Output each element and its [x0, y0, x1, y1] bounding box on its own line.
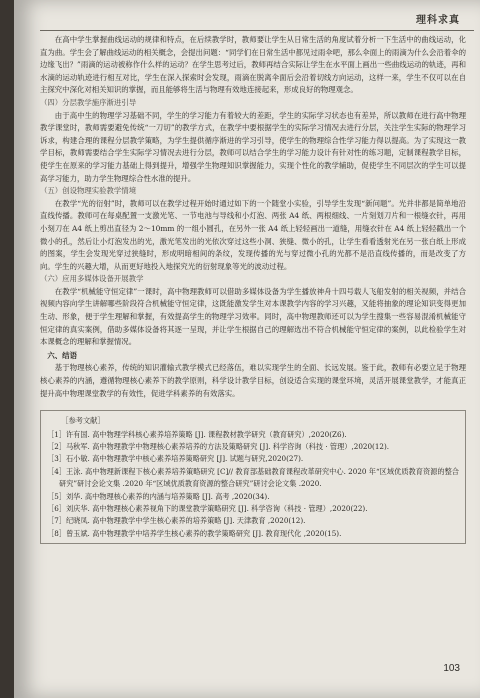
paragraph: 由于高中生的物理学习基础不同，学生的学习能力有着较大的差距，学生的实际学习状态也有差异，所以教师在进行高中物理教学课堂时，教师需要避免传统“一刀切”的教学方式，在教学中要根据学生的实际学习情况去进行分层，关注学生实际的物理学习诉求，构建合理的课程分层教学策略，为学生提供循序渐进的学习引导，使学生的物理综合性学习能力得以提高。为了实现这一教学目标，教师需要结合学生实际学习情况去进行分层，教师可以结合学生的学习能力设计有针对性的练习题，定制课程教学目标，使学生在原来的学习能力基础上得到提升，增强学生物理知识掌握能力，实现个性化的教学辅助，促使学生不同层次的学生可以提高学习能力，助力学生物理综合性水准的提升。	[40, 110, 466, 183]
references-box	[40, 410, 466, 544]
reference-item: ［8］曾玉斌. 高中物理教学中培养学生核心素养的教学策略研究 [J]. 教育现代化 ,2020(15).	[47, 528, 342, 538]
section-heading: （六）应用多媒体设备开展教学	[40, 274, 144, 284]
reference-item: ［2］马秋军. 高中物理教学中物理核心素养培养的方法及策略研究 [J]. 科学咨询（科技 · 管理）,2020(12).	[47, 442, 390, 452]
reference-item: ［3］石小敏. 高中物理教学中核心素养培养策略研究 [J]. 试题与研究,2020(27).	[47, 454, 304, 464]
conclusion-heading: 六、结语	[47, 350, 77, 360]
reference-item: ［1］许有国. 高中物理学科核心素养培养策略 [J]. 课程教材教学研究（教育研究）,2020(Z6).	[47, 429, 347, 439]
paragraph: 在高中学生掌握曲线运动的规律和特点，在后续教学时，教师要让学生从日常生活的角度试着分析一下生活中的曲线运动，化直为曲。学生会了解曲线运动的相关概念，会提出问题：“同学们在日常生活中都见过雨伞吧，那么伞面上的雨滴为什么会沿着伞的边缘飞出？”雨滴的运动被称作什么样的运动？在学生思考过后，教师再结合实际让学生在水平面上画出一些曲线运动的轨迹，再和水滴的运动轨迹进行相互对比，学生在深入探索时会发现，雨滴在脱离伞面后会沿着切线方向运动，这样一来，学生不仅可以在自主探究中深化对相关知识的掌握，而且能够将生活与物理有效地连接起来，形成良好的物理观念。	[40, 35, 466, 95]
references-heading: ［参考文献］	[61, 416, 105, 426]
document-page	[14, 0, 480, 698]
section-heading: （五）创设物理实验教学情境	[40, 186, 137, 196]
journal-section-title: 理科求真	[416, 15, 460, 26]
reference-item: ［6］刘庆华. 高中物理核心素养视角下的课堂教学策略研究 [J]. 科学咨询（科技 · 管理）,2020(22).	[47, 504, 368, 514]
paragraph: 在教学“机械能守恒定律”一课时，高中物理教师可以借助多媒体设备为学生播放神舟十四号载人飞船发射的相关视频，并结合视频内容向学生讲解哪些阶段符合机械能守恒定律，这既能激发学生对本课教学内容的学习兴趣，又能将抽象的理论知识变得更加生动、形象，便于学生理解和掌握，有效提高学生的物理学习效率。同时，高中物理教师还可以为学生搜集一些容易混淆机械能守恒定律的真实案例，借助多媒体设备将其逐一呈现，并让学生根据自己的理解选出不符合机械能守恒定律的案例，以此检验学生对本课概念的理解和掌握情况。	[40, 286, 466, 347]
article-body	[40, 34, 466, 544]
reference-item: ［7］纪晓凤. 高中物理教学中学生核心素养的培养策略 [J]. 天津教育 ,2020(12).	[47, 516, 306, 526]
reference-item: ［4］王泳. 高中物理新课程下核心素养培养策略研究 [C]// 教育部基础教育课程改革研究中心. 2020 年“区域优质教育资源的整合研究”研讨会论文集 .2020 年“区域优质教育资源的整合研究”研讨会论文集 .2020.	[47, 466, 459, 489]
section-heading: （四）分层教学施序渐进引导	[40, 97, 137, 107]
running-header	[40, 8, 474, 31]
paragraph: 基于物理核心素养，传统的知识灌输式教学模式已经落伍，难以实现学生的全面、长远发展。鉴于此，教师有必要立足于物理核心素养的内涵，遵循物理核心素养下的教学原则，科学设计教学目标，创设适合实现的课堂环境，灵活开展课堂教学，才能真正提升高中物理课堂教学的有效性，促进学科素养的有效落实。	[40, 363, 466, 398]
reference-item: ［5］刘华. 高中物理核心素养的内涵与培养策略 [J]. 高考 ,2020(34).	[47, 491, 270, 501]
paragraph: 在教学“光的衍射”时，教师可以在教学过程开始时通过如下的一个随堂小实验，引导学生发现“新问题”。光并非都是简单地沿直线传播。教师可在每桌配置一支激光笔、一节电池与导线和小灯泡、两张 A4 纸、两根细线、一片刻划刀片和一根缝衣针，再用小刻刀在 A4 纸上剪出直径为 2～10mm 的一组小圆孔，在另外一张 A4 纸上轻轻画出一道缝，用缝衣针在 A4 纸上轻轻戳出一个微小的孔，然后让小灯泡发出的光，激光笔发出的光依次穿过这些小洞、狭缝、微小的孔，让学生看看透射光在另一张白纸上形成的图案，学生会发现光穿过狭缝时，形成明暗相间的条纹，发现传播的光与穿过微小孔的光都不是沿直线传播的，而是改变了方向。学生的兴趣大增，从而更好地投入地探究光的衍射现象等光的波动过程。	[40, 198, 466, 271]
page-number: 103	[443, 663, 460, 674]
